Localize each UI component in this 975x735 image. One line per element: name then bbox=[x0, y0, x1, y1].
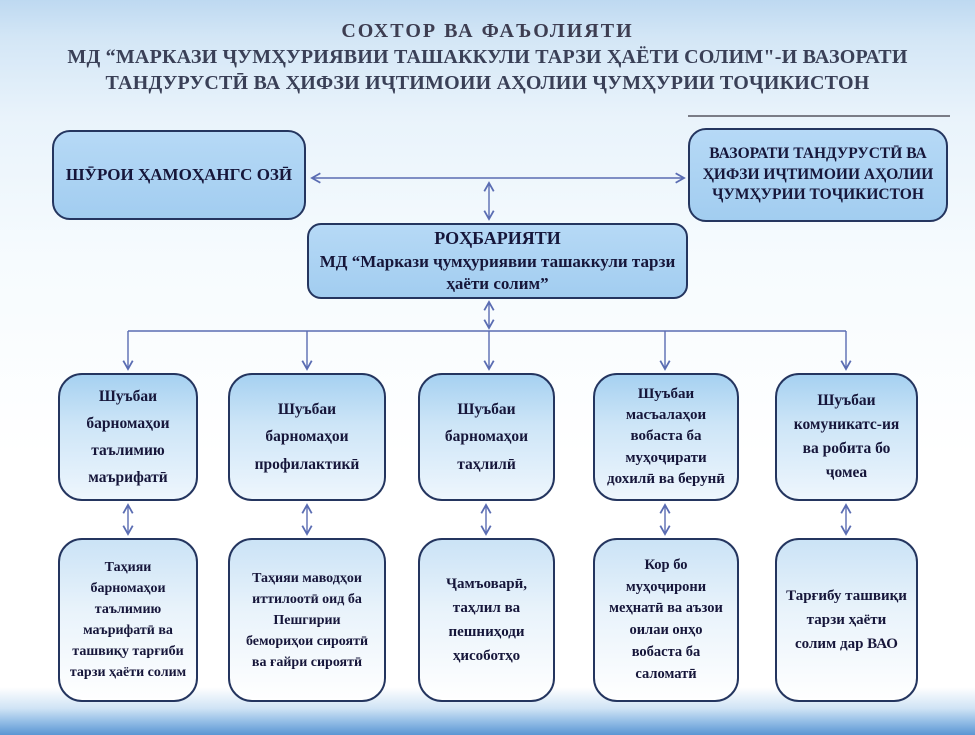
function-box-materials bbox=[228, 538, 386, 702]
function-box-education bbox=[58, 538, 198, 702]
title-line-1: СОХТОР ВА ФАЪОЛИЯТИ bbox=[341, 20, 634, 42]
dept-box-migration bbox=[593, 373, 739, 501]
function-label: Ҷамъоварӣ, таҳлил ва пешниҳоди ҳисоботҳо bbox=[446, 576, 527, 664]
management-subtitle: МД “Маркази ҷумҳуриявии ташаккули тарзи ҳаёти солим” bbox=[319, 251, 676, 293]
slide-title bbox=[0, 20, 975, 95]
council-label: ШӮРОИ ҲАМОҲАНГС ОЗӢ bbox=[65, 165, 293, 184]
function-box-media bbox=[775, 538, 918, 702]
function-box-migrants bbox=[593, 538, 739, 702]
function-label: Тарғибу ташвиқи тарзи ҳаёти солим дар ВАО bbox=[786, 588, 907, 652]
dept-box-education bbox=[58, 373, 198, 501]
function-box-reports bbox=[418, 538, 555, 702]
title-line-2: МД “МАРКАЗИ ҶУМҲУРИЯВИИ ТАШАККУЛИ ТАРЗИ ҲАЁТИ СОЛИМ"-И ВАЗОРАТИ bbox=[67, 46, 908, 68]
management-title: РОҲБАРИЯТИ bbox=[434, 228, 561, 249]
title-line-3: ТАНДУРУСТӢ ВА ҲИФЗИ ИҶТИМОИИ АҲОЛИИ ҶУМҲУРИИ ТОҶИКИСТОН bbox=[105, 72, 870, 94]
ministry-label: ВАЗОРАТИ ТАНДУРУСТӢ ВА ҲИФЗИ ИҶТИМОИИ АҲОЛИИ ҶУМҲУРИИ ТОҶИКИСТОН bbox=[702, 144, 934, 204]
council-box bbox=[52, 130, 306, 220]
dept-box-prevention bbox=[228, 373, 386, 501]
dept-box-analysis bbox=[418, 373, 555, 501]
dept-box-communication bbox=[775, 373, 918, 501]
management-box bbox=[307, 223, 688, 299]
function-label: Таҳияи барномаҳои таълимию маърифатӣ ва ташвиқу тарғиби тарзи ҳаёти солим bbox=[69, 560, 187, 680]
function-label: Кор бо муҳоҷирони меҳнатӣ ва аъзои оилаи онҳо вобаста ба саломатӣ bbox=[609, 556, 723, 682]
dept-label: Шуъбаи барномаҳои профилактикӣ bbox=[254, 401, 360, 473]
ministry-box bbox=[688, 128, 948, 222]
dept-label: Шуъбаи барномаҳои таълимию маърифатӣ bbox=[86, 387, 170, 487]
function-label: Таҳияи маводҳои иттилоотӣ оид ба Пешгирии бемориҳои сироятӣ ва ғайри сироятӣ bbox=[245, 570, 369, 670]
dept-label: Шуъбаи масъалаҳои вобаста ба муҳоҷирати дохилӣ ва берунӣ bbox=[607, 385, 725, 487]
dept-label: Шуъбаи комуникатс-ия ва робита бо ҷомеа bbox=[793, 391, 900, 482]
dept-label: Шуъбаи барномаҳои таҳлилӣ bbox=[444, 401, 529, 473]
